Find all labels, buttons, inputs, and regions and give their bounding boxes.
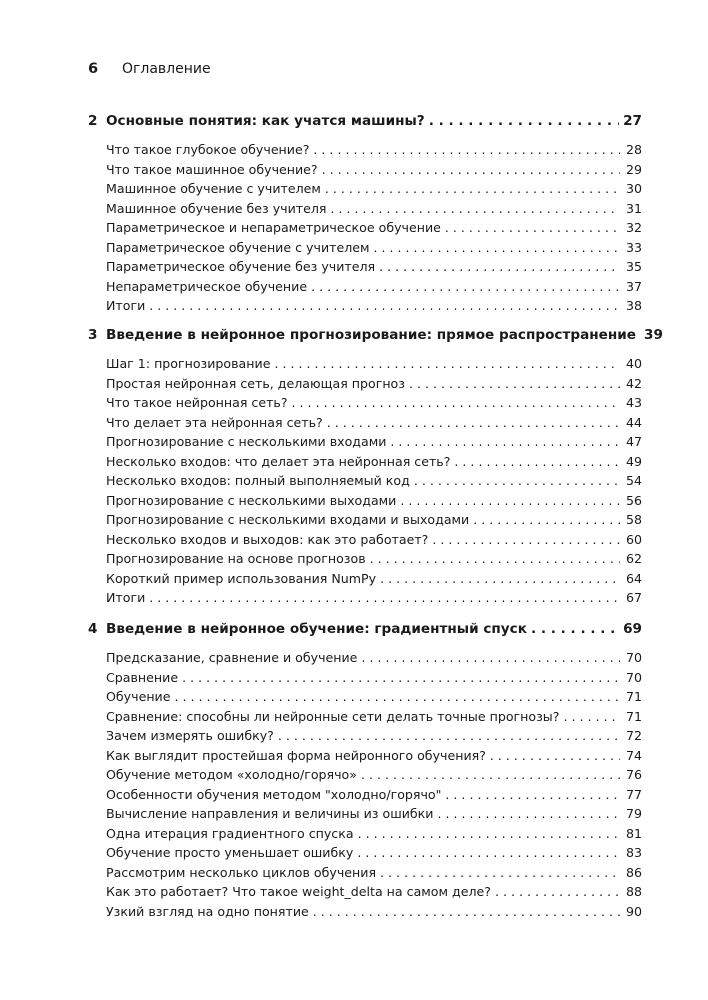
toc-entry-page-number: 44 xyxy=(625,414,642,430)
toc-entry-page-number: 54 xyxy=(625,473,642,488)
toc-entry-title: Простая нейронная сеть, делающая прогноз xyxy=(106,375,405,391)
chapter-title: Основные понятия: как учатся машины? xyxy=(106,113,425,129)
chapter-title: Введение в нейронное прогнозирование: прямое распространение xyxy=(106,327,637,343)
chapter-title: Введение в нейронное обучение: градиентный спуск xyxy=(106,621,527,637)
toc-entry-title: Сравнение: способны ли нейронные сети делать точные прогнозы? xyxy=(106,708,560,724)
toc-entry-title: Обучение xyxy=(106,689,171,704)
toc-entry[interactable] xyxy=(106,530,642,550)
toc-entry[interactable] xyxy=(106,746,642,766)
toc-entry-page-number: 28 xyxy=(625,142,642,157)
toc-entry-page-number: 40 xyxy=(625,356,642,371)
toc-entry-page-number: 32 xyxy=(625,220,642,235)
dot-leader xyxy=(361,648,620,668)
chapter-number: 2 xyxy=(88,113,98,129)
toc-entry-title: Непараметрическое обучение xyxy=(106,278,308,294)
toc-entry-page-number: 43 xyxy=(625,395,642,410)
toc-entry[interactable] xyxy=(106,238,642,258)
toc-entry[interactable] xyxy=(106,569,642,589)
toc-entry[interactable] xyxy=(106,843,642,863)
dot-leader xyxy=(313,140,620,160)
toc-entry[interactable] xyxy=(106,374,642,394)
toc-entry[interactable] xyxy=(106,354,642,374)
toc-entry-page-number: 74 xyxy=(625,747,642,763)
toc-entry[interactable] xyxy=(106,902,642,922)
dot-leader xyxy=(358,824,620,844)
toc-entry-title: Итоги xyxy=(106,298,146,313)
toc-entry-title: Параметрическое обучение без учителя xyxy=(106,259,376,274)
toc-entry-title: Одна итерация градиентного спуска xyxy=(106,825,354,841)
toc-entry-page-number: 71 xyxy=(625,689,642,704)
section-list xyxy=(106,354,642,608)
dot-leader xyxy=(473,510,620,530)
toc-entry[interactable] xyxy=(106,668,642,688)
toc-entry[interactable] xyxy=(106,413,642,433)
toc-entry-page-number: 47 xyxy=(625,434,642,449)
toc-entry-title: Что делает эта нейронная сеть? xyxy=(106,414,323,430)
toc-entry-title: Особенности обучения методом "холодно/горячо" xyxy=(106,786,442,802)
toc-entry-page-number: 76 xyxy=(625,767,642,782)
chapter-heading[interactable] xyxy=(88,112,642,130)
toc-entry-page-number: 35 xyxy=(625,259,642,274)
toc-entry[interactable] xyxy=(106,510,642,530)
dot-leader xyxy=(322,160,620,180)
dot-leader xyxy=(313,902,620,922)
toc-entry[interactable] xyxy=(106,277,642,297)
toc-entry-title: Параметрическое обучение с учителем xyxy=(106,239,370,255)
dot-leader xyxy=(361,765,620,785)
toc-entry[interactable] xyxy=(106,218,642,238)
dot-leader xyxy=(563,707,620,727)
toc-entry-page-number: 33 xyxy=(625,239,642,255)
chapter-heading[interactable] xyxy=(88,326,663,344)
toc-entry-title: Сравнение xyxy=(106,669,179,685)
toc-entry[interactable] xyxy=(106,707,642,727)
toc-entry[interactable] xyxy=(106,471,642,491)
toc-entry-page-number: 72 xyxy=(625,728,642,743)
toc-entry[interactable] xyxy=(106,179,642,199)
toc-entry-title: Шаг 1: прогнозирование xyxy=(106,356,271,371)
dot-leader xyxy=(292,393,620,413)
dot-leader xyxy=(175,687,621,707)
dot-leader xyxy=(414,471,620,491)
dot-leader xyxy=(432,530,620,550)
toc-entry-title: Предсказание, сравнение и обучение xyxy=(106,650,358,665)
dot-leader xyxy=(531,620,619,638)
toc-entry-title: Обучение просто уменьшает ошибку xyxy=(106,845,354,860)
toc-entry-page-number: 77 xyxy=(625,786,642,802)
dot-leader xyxy=(311,277,620,297)
dot-leader xyxy=(149,588,620,608)
toc-entry[interactable] xyxy=(106,687,642,707)
toc-entry-page-number: 60 xyxy=(625,531,642,547)
toc-entry-title: Параметрическое и непараметрическое обучение xyxy=(106,220,441,235)
dot-leader xyxy=(437,804,620,824)
toc-entry-page-number: 38 xyxy=(625,298,642,313)
toc-entry-page-number: 30 xyxy=(625,181,642,196)
dot-leader xyxy=(429,112,619,130)
dot-leader xyxy=(495,882,620,902)
dot-leader xyxy=(379,257,620,277)
dot-leader xyxy=(182,668,620,688)
toc-entry-page-number: 70 xyxy=(625,669,642,685)
toc-entry-page-number: 62 xyxy=(625,551,642,566)
toc-entry-page-number: 86 xyxy=(625,864,642,880)
toc-entry-title: Несколько входов: полный выполняемый код xyxy=(106,473,410,488)
toc-entry[interactable] xyxy=(106,882,642,902)
dot-leader xyxy=(274,354,620,374)
toc-entry[interactable] xyxy=(106,785,642,805)
dot-leader xyxy=(325,179,620,199)
toc-entry[interactable] xyxy=(106,393,642,413)
toc-entry-page-number: 67 xyxy=(625,590,642,605)
toc-entry-title: Как это работает? Что такое weight_delta на самом деле? xyxy=(106,884,491,899)
chapter-number: 4 xyxy=(88,621,98,637)
toc-entry-title: Что такое нейронная сеть? xyxy=(106,395,288,410)
toc-entry-page-number: 42 xyxy=(625,375,642,391)
toc-entry[interactable] xyxy=(106,432,642,452)
chapter-heading[interactable] xyxy=(88,620,642,638)
chapter-page-number: 27 xyxy=(623,113,642,129)
chapter-page-number: 69 xyxy=(623,621,642,637)
dot-leader xyxy=(409,374,620,394)
toc-entry-page-number: 90 xyxy=(625,903,642,919)
toc-entry-title: Что такое глубокое обучение? xyxy=(106,142,310,157)
toc-entry[interactable] xyxy=(106,726,642,746)
toc-entry-title: Узкий взгляд на одно понятие xyxy=(106,903,309,919)
toc-entry-title: Итоги xyxy=(106,590,146,605)
toc-entry-title: Что такое машинное обучение? xyxy=(106,161,318,177)
dot-leader xyxy=(357,843,620,863)
dot-leader xyxy=(445,785,620,805)
section-list xyxy=(106,648,642,921)
toc-entry[interactable] xyxy=(106,549,642,569)
dot-leader xyxy=(331,199,620,219)
toc-entry[interactable] xyxy=(106,863,642,883)
toc-entry[interactable] xyxy=(106,588,642,608)
toc-entry-title: Машинное обучение без учителя xyxy=(106,200,327,216)
toc-entry-title: Прогнозирование с несколькими входами и выходами xyxy=(106,512,470,527)
toc-entry-page-number: 56 xyxy=(625,492,642,508)
toc-entry-page-number: 81 xyxy=(625,825,642,841)
dot-leader xyxy=(380,569,620,589)
chapter-3 xyxy=(88,326,663,608)
toc-entry[interactable] xyxy=(106,452,642,472)
toc-entry-title: Короткий пример использования NumPy xyxy=(106,570,377,586)
chapter-2 xyxy=(88,112,642,316)
toc-entry-title: Машинное обучение с учителем xyxy=(106,181,321,196)
toc-entry-page-number: 58 xyxy=(625,512,642,527)
chapter-number: 3 xyxy=(88,327,98,343)
dot-leader xyxy=(400,491,620,511)
dot-leader xyxy=(490,746,620,766)
page-number: 6 xyxy=(88,61,99,77)
toc-entry-page-number: 88 xyxy=(625,884,642,899)
dot-leader xyxy=(390,432,620,452)
toc-entry-title: Обучение методом «холодно/горячо» xyxy=(106,767,357,782)
toc-entry-page-number: 70 xyxy=(625,650,642,665)
toc-entry-page-number: 37 xyxy=(625,278,642,294)
toc-entry[interactable] xyxy=(106,491,642,511)
toc-entry-page-number: 29 xyxy=(625,161,642,177)
toc-entry-title: Несколько входов и выходов: как это работает? xyxy=(106,531,429,547)
toc-entry[interactable] xyxy=(106,160,642,180)
toc-entry-title: Рассмотрим несколько циклов обучения xyxy=(106,864,377,880)
toc-entry[interactable] xyxy=(106,648,642,668)
toc-entry[interactable] xyxy=(106,824,642,844)
toc-entry[interactable] xyxy=(106,199,642,219)
toc-entry-page-number: 71 xyxy=(625,708,642,724)
chapter-4 xyxy=(88,620,642,921)
dot-leader xyxy=(149,296,620,316)
toc-entry-page-number: 79 xyxy=(625,806,642,821)
toc-entry-title: Прогнозирование с несколькими выходами xyxy=(106,492,397,508)
dot-leader xyxy=(370,549,620,569)
dot-leader xyxy=(278,726,620,746)
dot-leader xyxy=(374,238,620,258)
toc-entry[interactable] xyxy=(106,804,642,824)
toc-entry-title: Вычисление направления и величины из ошибки xyxy=(106,806,434,821)
dot-leader xyxy=(380,863,620,883)
running-title: Оглавление xyxy=(122,61,211,77)
toc-entry[interactable] xyxy=(106,140,642,160)
page-header xyxy=(88,60,211,78)
toc-entry-page-number: 64 xyxy=(625,570,642,586)
toc-entry-title: Как выглядит простейшая форма нейронного обучения? xyxy=(106,747,486,763)
toc-entry-page-number: 49 xyxy=(625,453,642,469)
toc-entry[interactable] xyxy=(106,296,642,316)
toc-entry-title: Зачем измерять ошибку? xyxy=(106,728,274,743)
dot-leader xyxy=(454,452,620,472)
section-list xyxy=(106,140,642,316)
toc-entry[interactable] xyxy=(106,257,642,277)
dot-leader xyxy=(327,413,620,433)
toc-entry-title: Прогнозирование на основе прогнозов xyxy=(106,551,366,566)
chapter-page-number: 39 xyxy=(644,327,663,343)
toc-entry-title: Несколько входов: что делает эта нейронная сеть? xyxy=(106,453,451,469)
toc-entry-page-number: 31 xyxy=(625,200,642,216)
toc-entry[interactable] xyxy=(106,765,642,785)
dot-leader xyxy=(445,218,620,238)
toc-entry-page-number: 83 xyxy=(625,845,642,860)
toc-entry-title: Прогнозирование с несколькими входами xyxy=(106,434,387,449)
